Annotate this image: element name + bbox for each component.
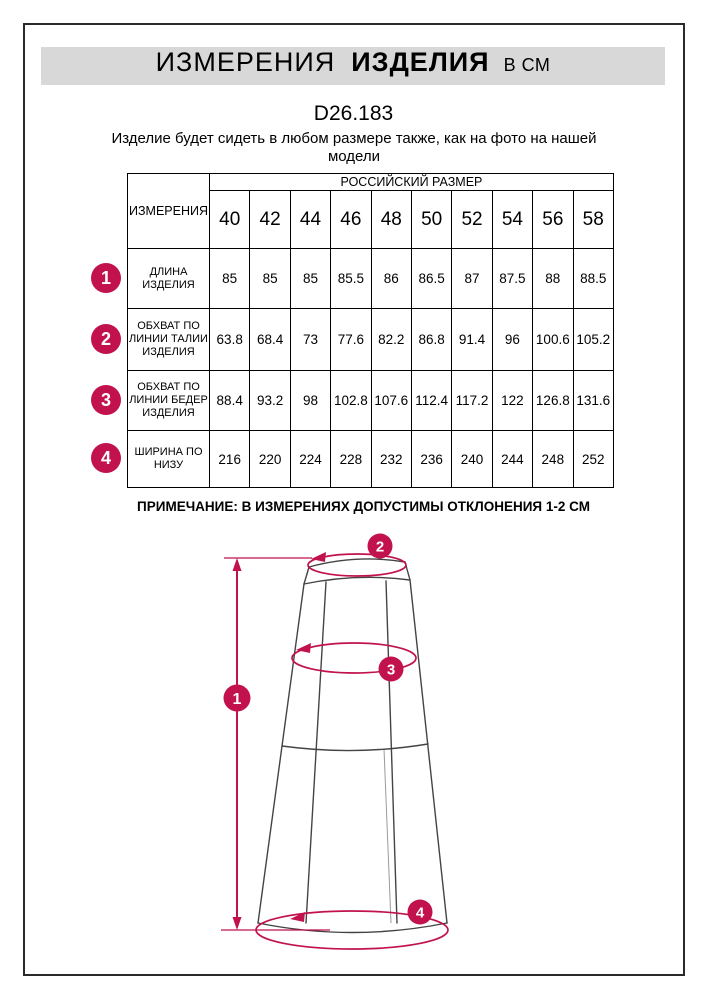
value-cell: 86 — [371, 249, 411, 309]
value-cell: 216 — [210, 431, 250, 488]
size-header-cell: 50 — [411, 191, 451, 249]
size-header-cell: 44 — [290, 191, 330, 249]
row-label: ШИРИНА ПО НИЗУ — [128, 431, 210, 488]
svg-text:1: 1 — [232, 691, 242, 708]
row-label: ОБХВАТ ПО ЛИНИИ ТАЛИИ ИЗДЕЛИЯ — [128, 309, 210, 371]
value-cell: 248 — [533, 431, 573, 488]
value-cell: 77.6 — [331, 309, 371, 371]
value-cell: 224 — [290, 431, 330, 488]
corner-header: ИЗМЕРЕНИЯ — [128, 174, 210, 249]
row-badge-1: 1 — [91, 263, 121, 293]
title-unit: В СМ — [503, 55, 551, 75]
value-cell: 244 — [492, 431, 532, 488]
skirt-diagram — [180, 528, 480, 952]
value-cell: 85.5 — [331, 249, 371, 309]
value-cell: 88.5 — [573, 249, 613, 309]
title-product: ИЗДЕЛИЯ — [351, 47, 490, 77]
marker-1 — [224, 685, 251, 712]
title-banner — [41, 47, 665, 85]
table-row-length — [128, 249, 614, 309]
table-row-hem — [128, 431, 614, 488]
value-cell: 112.4 — [411, 371, 451, 431]
table-row-waist — [128, 309, 614, 371]
value-cell: 96 — [492, 309, 532, 371]
value-cell: 126.8 — [533, 371, 573, 431]
length-arrow — [221, 558, 330, 930]
size-header-cell: 54 — [492, 191, 532, 249]
value-cell: 88.4 — [210, 371, 250, 431]
size-table — [127, 173, 614, 488]
row-label: ОБХВАТ ПО ЛИНИИ БЕДЕР ИЗДЕЛИЯ — [128, 371, 210, 431]
value-cell: 73 — [290, 309, 330, 371]
svg-text:2: 2 — [375, 538, 385, 556]
value-cell: 252 — [573, 431, 613, 488]
size-header-cell: 42 — [250, 191, 290, 249]
value-cell: 100.6 — [533, 309, 573, 371]
size-header-cell: 52 — [452, 191, 492, 249]
value-cell: 102.8 — [331, 371, 371, 431]
size-header-cell: 58 — [573, 191, 613, 249]
value-cell: 85 — [290, 249, 330, 309]
value-cell: 87.5 — [492, 249, 532, 309]
row-badge-2: 2 — [91, 324, 121, 354]
value-cell: 88 — [533, 249, 573, 309]
value-cell: 91.4 — [452, 309, 492, 371]
size-header-cell: 40 — [210, 191, 250, 249]
marker-4 — [408, 900, 433, 925]
svg-text:4: 4 — [415, 904, 425, 922]
row-badge-3: 3 — [91, 385, 121, 415]
value-cell: 85 — [210, 249, 250, 309]
title-measurements: ИЗМЕРЕНИЯ — [155, 47, 336, 77]
value-cell: 86.8 — [411, 309, 451, 371]
fit-note: Изделие будет сидеть в любом размере также, как на фото на нашей модели — [111, 130, 597, 165]
size-header-cell: 46 — [331, 191, 371, 249]
note-text: ПРИМЕЧАНИЕ: В ИЗМЕРЕНИЯХ ДОПУСТИМЫ ОТКЛОНЕНИЯ 1-2 СМ — [137, 499, 590, 514]
value-cell: 236 — [411, 431, 451, 488]
value-cell: 86.5 — [411, 249, 451, 309]
value-cell: 131.6 — [573, 371, 613, 431]
value-cell: 228 — [331, 431, 371, 488]
size-header-cell: 48 — [371, 191, 411, 249]
value-cell: 105.2 — [573, 309, 613, 371]
value-cell: 63.8 — [210, 309, 250, 371]
value-cell: 232 — [371, 431, 411, 488]
skirt-outline — [258, 559, 447, 933]
value-cell: 98 — [290, 371, 330, 431]
value-cell: 107.6 — [371, 371, 411, 431]
value-cell: 220 — [250, 431, 290, 488]
svg-text:3: 3 — [386, 661, 396, 679]
value-cell: 117.2 — [452, 371, 492, 431]
value-cell: 87 — [452, 249, 492, 309]
value-cell: 82.2 — [371, 309, 411, 371]
value-cell: 93.2 — [250, 371, 290, 431]
marker-3 — [379, 657, 404, 682]
group-header: РОССИЙСКИЙ РАЗМЕР — [210, 174, 614, 191]
value-cell: 85 — [250, 249, 290, 309]
value-cell: 68.4 — [250, 309, 290, 371]
marker-2 — [368, 534, 393, 559]
table-row-hips — [128, 371, 614, 431]
value-cell: 240 — [452, 431, 492, 488]
value-cell: 122 — [492, 371, 532, 431]
model-number: D26.183 — [313, 102, 394, 125]
row-label: ДЛИНА ИЗДЕЛИЯ — [128, 249, 210, 309]
row-badge-4: 4 — [91, 443, 121, 473]
size-header-cell: 56 — [533, 191, 573, 249]
